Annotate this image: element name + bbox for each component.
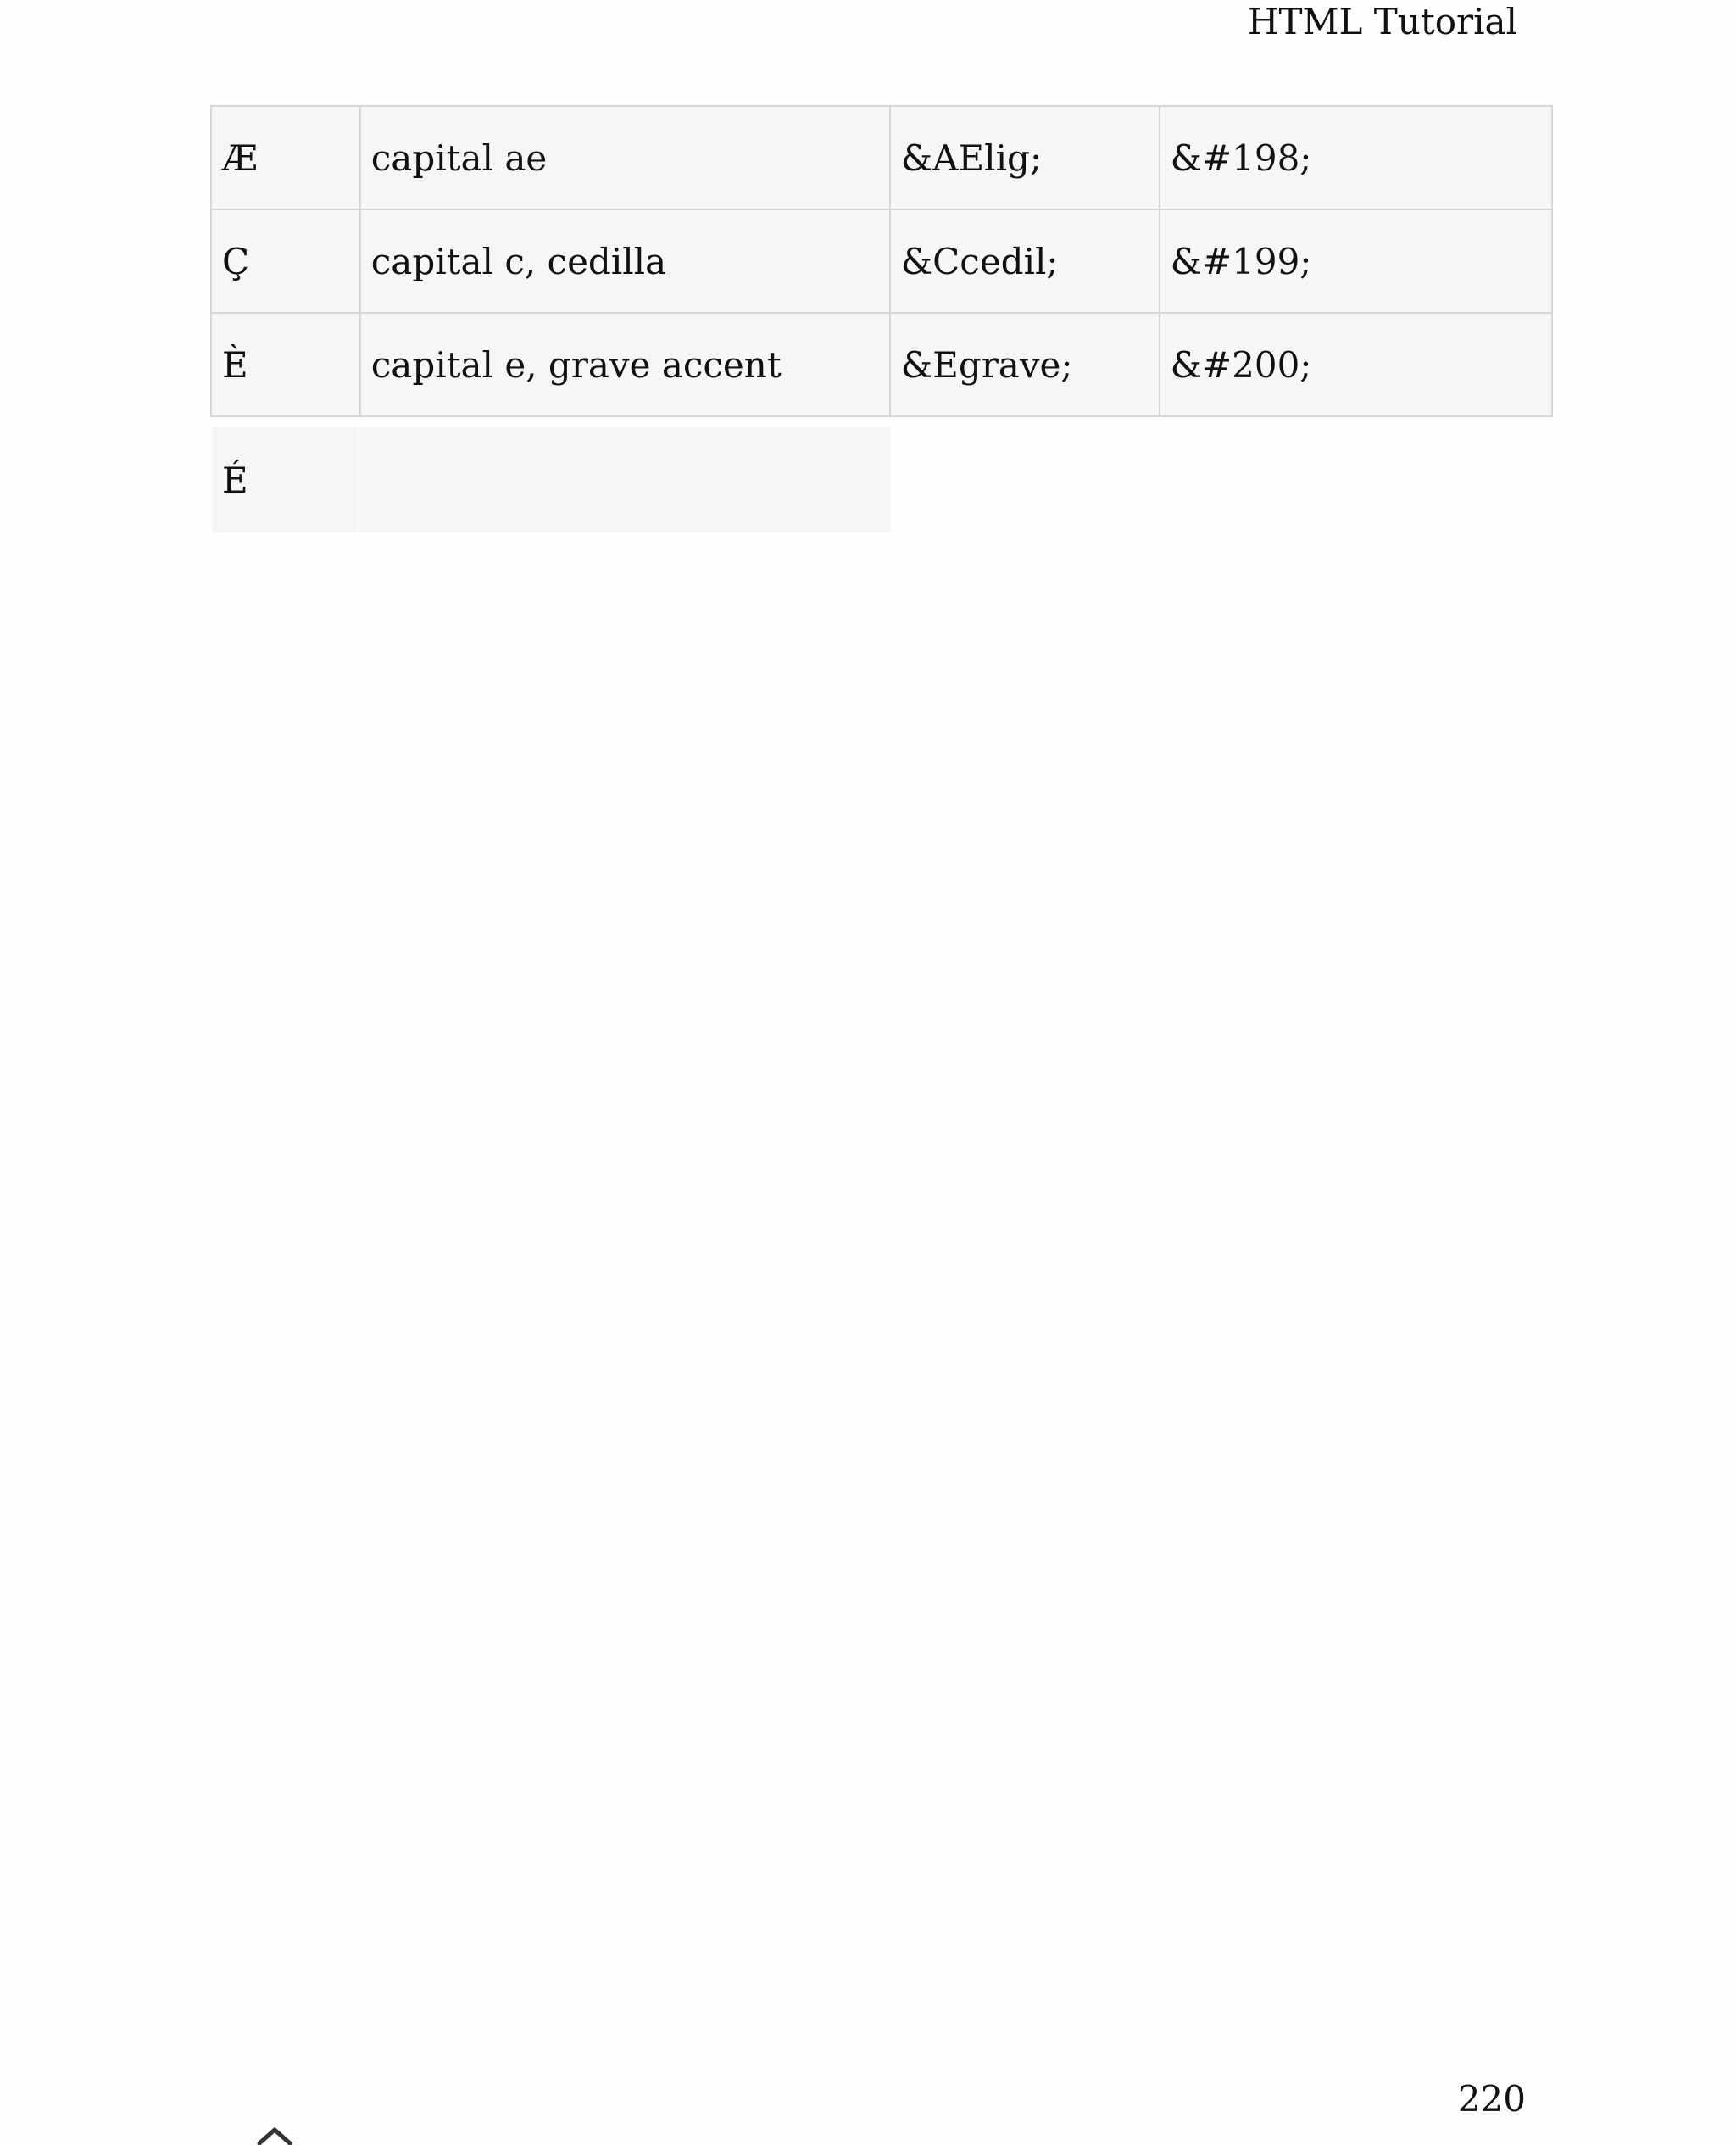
description-cell: capital c, cedilla	[360, 209, 890, 313]
chevron-up-icon[interactable]	[256, 2125, 293, 2145]
partial-table-row	[212, 427, 890, 532]
table-row	[211, 313, 1552, 416]
entity-table	[210, 105, 1553, 417]
description-cell: capital ae	[360, 106, 890, 209]
entity-name-cell: &AElig;	[890, 106, 1160, 209]
entity-name-cell: &Ccedil;	[890, 209, 1160, 313]
char-cell: È	[211, 313, 360, 416]
description-cell: capital e, grave accent	[360, 313, 890, 416]
char-cell: Ç	[211, 209, 360, 313]
entity-name-cell: &Egrave;	[890, 313, 1160, 416]
table-row	[211, 209, 1552, 313]
running-header: HTML Tutorial	[1247, 1, 1517, 42]
table-row	[211, 106, 1552, 209]
entity-number-cell: &#199;	[1160, 209, 1552, 313]
page-number: 220	[1457, 2078, 1526, 2120]
description-cell	[359, 427, 890, 532]
char-cell: Æ	[211, 106, 360, 209]
entity-number-cell: &#200;	[1160, 313, 1552, 416]
entity-number-cell: &#198;	[1160, 106, 1552, 209]
char-cell: É	[212, 427, 359, 532]
